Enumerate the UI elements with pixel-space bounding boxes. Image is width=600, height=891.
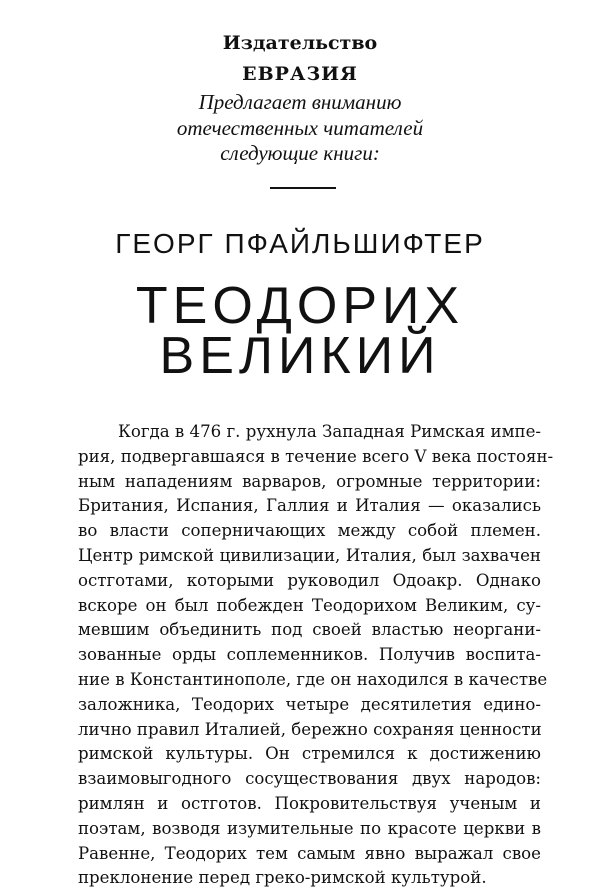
description-line: во власти соперничающих между собой племен. <box>78 521 541 541</box>
description-line: заложника, Теодорих четыре десятилетия едино- <box>78 694 541 714</box>
book-title-line: ТЕОДОРИХ <box>135 277 465 335</box>
description-line: Центр римской цивилизации, Италия, был захвачен <box>78 545 541 565</box>
description-line: ние в Константинополе, где он находился в качестве <box>78 669 548 689</box>
description-line: Британия, Испания, Галлия и Италия — оказались <box>78 496 541 516</box>
description-line: вскоре он был побежден Теодорихом Великим, су- <box>78 595 541 615</box>
publisher-label: Издательство <box>222 32 378 54</box>
description-line: ным нападениям варваров, огромные территории: <box>78 471 541 491</box>
description-line: преклонение перед греко-римской культурой. <box>78 868 487 888</box>
book-description <box>78 420 554 891</box>
description-line: римлян и остготов. Покровительствуя ученым и <box>78 793 541 813</box>
description-line: лично правил Италией, бережно сохраняя ценности <box>78 719 542 739</box>
offer-line: следующие книги: <box>220 141 380 165</box>
description-line: римской культуры. Он стремился к достижению <box>78 744 541 764</box>
description-line: взаимовыгодного сосуществования двух народов: <box>78 769 541 789</box>
description-line: мевшим объединить под своей властью неоргани- <box>78 620 541 640</box>
description-line: остготами, которыми руководил Одоакр. Однако <box>78 570 541 590</box>
description-line: Равенне, Теодорих тем самым явно выражал свое <box>78 843 541 863</box>
book-author: ГЕОРГ ПФАЙЛЬШИФТЕР <box>115 228 485 259</box>
divider <box>270 187 336 189</box>
description-line: рия, подвергавшаяся в течение всего V века постоян- <box>78 446 554 466</box>
description-line: зованные орды соплеменников. Получив воспита- <box>78 645 541 665</box>
publisher-name: ЕВРАЗИЯ <box>242 63 358 85</box>
offer-line: Предлагает вниманию <box>198 90 402 114</box>
description-line: Когда в 476 г. рухнула Западная Римская импе- <box>118 422 541 441</box>
description-line: поэтам, возводя изумительные по красоте церкви в <box>78 818 541 838</box>
book-title-line: ВЕЛИКИЙ <box>159 327 441 385</box>
offer-line: отечественных читателей <box>176 116 424 140</box>
